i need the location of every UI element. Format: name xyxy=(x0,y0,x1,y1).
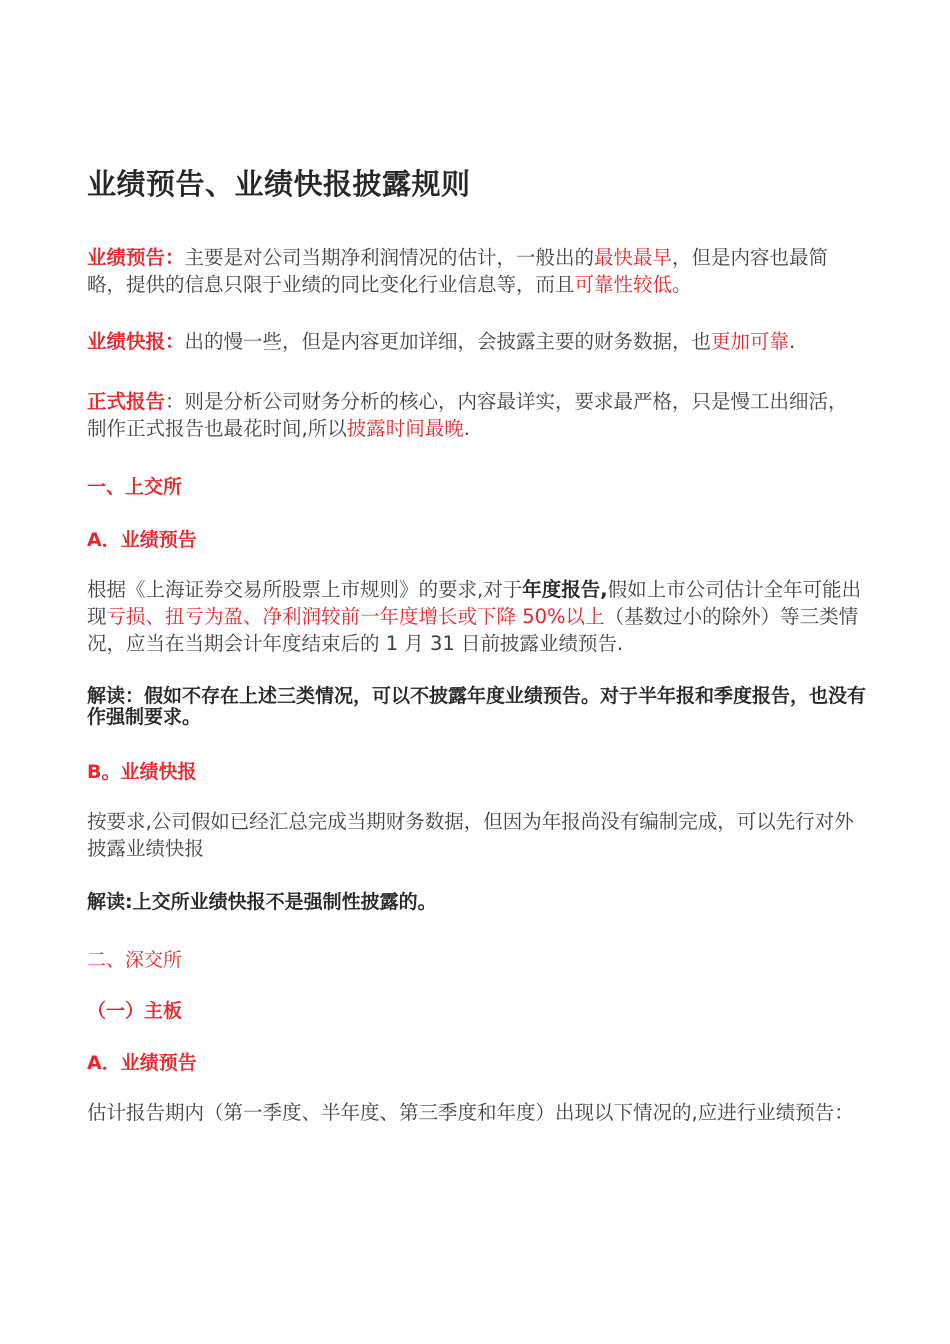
sse-forecast-bold-1: 年度报告, xyxy=(522,578,608,601)
intro-formal-label: 正式报告 xyxy=(87,390,166,413)
intro-express-label: 业绩快报： xyxy=(87,330,185,353)
sse-express-interpretation: 解读:上交所业绩快报不是强制性披露的。 xyxy=(87,891,437,913)
intro-express-text-2: . xyxy=(789,330,796,353)
szse-main-board-heading: （一）主板 xyxy=(87,1000,183,1022)
intro-formal-highlight-1: 披露时间最晚 xyxy=(346,417,464,440)
intro-formal-text-1: ：则是分析公司财务分析的核心，内容最详实，要求最严格，只是慢工出细活，制作正式报告也最花时间,所以 xyxy=(87,390,848,440)
intro-forecast-paragraph xyxy=(87,244,867,298)
intro-express-highlight-1: 更加可靠 xyxy=(711,330,790,353)
page-title: 业绩预告、业绩快报披露规则 xyxy=(87,167,471,201)
szse-forecast-heading: A．业绩预告 xyxy=(87,1052,197,1074)
intro-formal-text-2: . xyxy=(463,417,470,440)
sse-express-heading: B。业绩快报 xyxy=(87,761,197,783)
intro-formal-paragraph xyxy=(87,388,867,442)
szse-forecast-paragraph: 估计报告期内（第一季度、半年度、第三季度和年度）出现以下情况的,应进行业绩预告： xyxy=(87,1101,854,1124)
sse-forecast-paragraph xyxy=(87,576,867,657)
intro-express-paragraph xyxy=(87,328,867,355)
intro-forecast-text-2: ，但是内容也最简略，提供的信息只限于业绩的同比变化行业信息等，而且 xyxy=(87,246,829,296)
intro-forecast-highlight-2: 可靠性较低 xyxy=(574,273,673,296)
sse-forecast-text-3: （基数过小的除外）等三类情况，应当在当期会计年度结束后的 1 月 31 日前披露业绩预告. xyxy=(87,605,859,655)
sse-forecast-highlight-1: 亏损、扭亏为盈、净利润较前一年度增长或下降 50%以上 xyxy=(106,605,605,628)
sse-forecast-heading: A．业绩预告 xyxy=(87,529,197,551)
sse-heading: 一、上交所 xyxy=(87,476,183,498)
intro-forecast-text-3: 。 xyxy=(672,273,692,296)
sse-forecast-interpretation: 解读：假如不存在上述三类情况，可以不披露年度业绩预告。对于半年报和季度报告，也没有作强制要求。 xyxy=(87,685,867,728)
sse-express-paragraph: 按要求,公司假如已经汇总完成当期财务数据，但因为年报尚没有编制完成，可以先行对外披露业绩快报 xyxy=(87,810,854,860)
intro-forecast-text-1: 主要是对公司当期净利润情况的估计，一般出的 xyxy=(184,246,595,269)
szse-heading: 二、深交所 xyxy=(87,949,183,971)
intro-forecast-highlight-1: 最快最早 xyxy=(594,246,673,269)
sse-forecast-text-1: 根据《上海证券交易所股票上市规则》的要求,对于 xyxy=(87,578,523,601)
intro-express-text-1: 出的慢一些，但是内容更加详细，会披露主要的财务数据，也 xyxy=(184,330,712,353)
intro-forecast-label: 业绩预告： xyxy=(87,246,185,269)
sse-forecast-text-2: 假如上市公司估计全年可能出现 xyxy=(87,578,862,628)
